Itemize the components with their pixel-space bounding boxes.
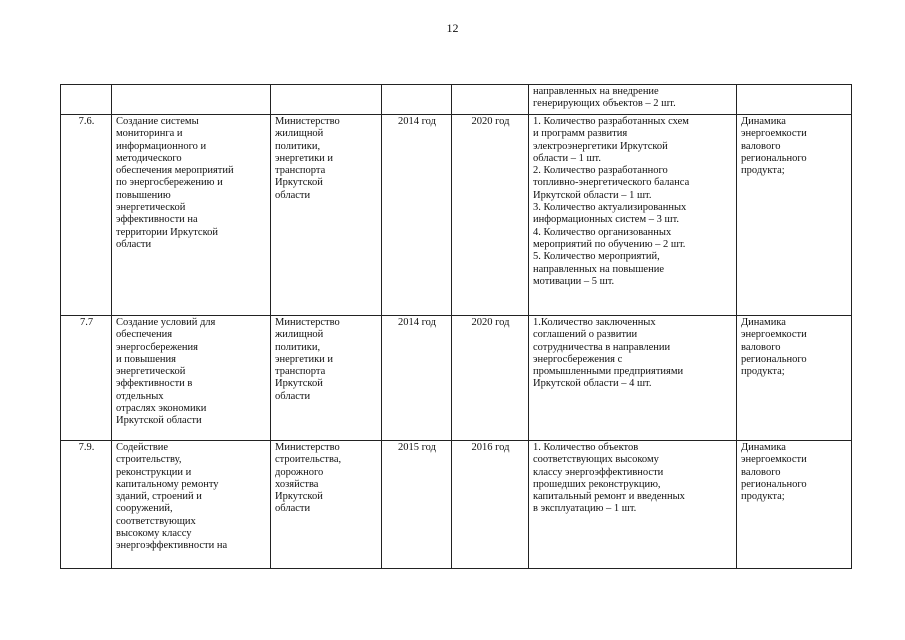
- cell-target: [737, 85, 852, 115]
- cell-target: Динамика энергоемкости валового регионального продукта;: [737, 316, 852, 441]
- cell-executor: [271, 85, 382, 115]
- cell-measure-name: Содействие строительству, реконструкции и капитальному ремонту зданий, строений и сооружений, соответствующих высокому классу энергоэффективности на: [112, 441, 271, 569]
- table-row: [61, 115, 852, 316]
- cell-end-year: 2016 год: [452, 441, 529, 569]
- measures-table: [60, 84, 852, 569]
- cell-start-year: 2014 год: [382, 115, 452, 316]
- table-row: [61, 316, 852, 441]
- cell-end-year: 2020 год: [452, 115, 529, 316]
- cell-executor: Министерство жилищной политики, энергетики и транспорта Иркутской области: [271, 316, 382, 441]
- cell-number: 7.6.: [61, 115, 112, 316]
- cell-executor: Министерство строительства, дорожного хозяйства Иркутской области: [271, 441, 382, 569]
- cell-number: 7.9.: [61, 441, 112, 569]
- cell-start-year: [382, 85, 452, 115]
- table-row: [61, 85, 852, 115]
- page-number: 12: [446, 21, 459, 35]
- cell-target: Динамика энергоемкости валового регионального продукта;: [737, 115, 852, 316]
- cell-number: 7.7: [61, 316, 112, 441]
- cell-indicators: 1. Количество разработанных схем и программ развития электроэнергетики Иркутской области – 1 шт. 2. Количество разработанного топливно-энергетического баланса Иркутской области – 1 шт. 3. Количество актуализированных информационных систем – 3 шт. 4. Количество организованных мероприятий по обучению – 2 шт. 5. Количество мероприятий, направленных на повышение мотивации – 5 шт.: [529, 115, 737, 316]
- table-row: [61, 441, 852, 569]
- cell-number: [61, 85, 112, 115]
- cell-end-year: [452, 85, 529, 115]
- cell-start-year: 2015 год: [382, 441, 452, 569]
- cell-executor: Министерство жилищной политики, энергетики и транспорта Иркутской области: [271, 115, 382, 316]
- cell-indicators: направленных на внедрение генерирующих объектов – 2 шт.: [529, 85, 737, 115]
- cell-start-year: 2014 год: [382, 316, 452, 441]
- cell-measure-name: Создание условий для обеспечения энергосбережения и повышения энергетической эффективности в отдельных отраслях экономики Иркутской области: [112, 316, 271, 441]
- cell-target: Динамика энергоемкости валового регионального продукта;: [737, 441, 852, 569]
- cell-measure-name: [112, 85, 271, 115]
- cell-measure-name: Создание системы мониторинга и информационного и методического обеспечения мероприятий по энергосбережению и повышению энергетической эффективности на территории Иркутской области: [112, 115, 271, 316]
- cell-indicators: 1. Количество объектов соответствующих высокому классу энергоэффективности прошедших реконструкцию, капитальный ремонт и введенных в эксплуатацию – 1 шт.: [529, 441, 737, 569]
- cell-indicators: 1.Количество заключенных соглашений о развитии сотрудничества в направлении энергосбережения с промышленными предприятиями Иркутской области – 4 шт.: [529, 316, 737, 441]
- cell-end-year: 2020 год: [452, 316, 529, 441]
